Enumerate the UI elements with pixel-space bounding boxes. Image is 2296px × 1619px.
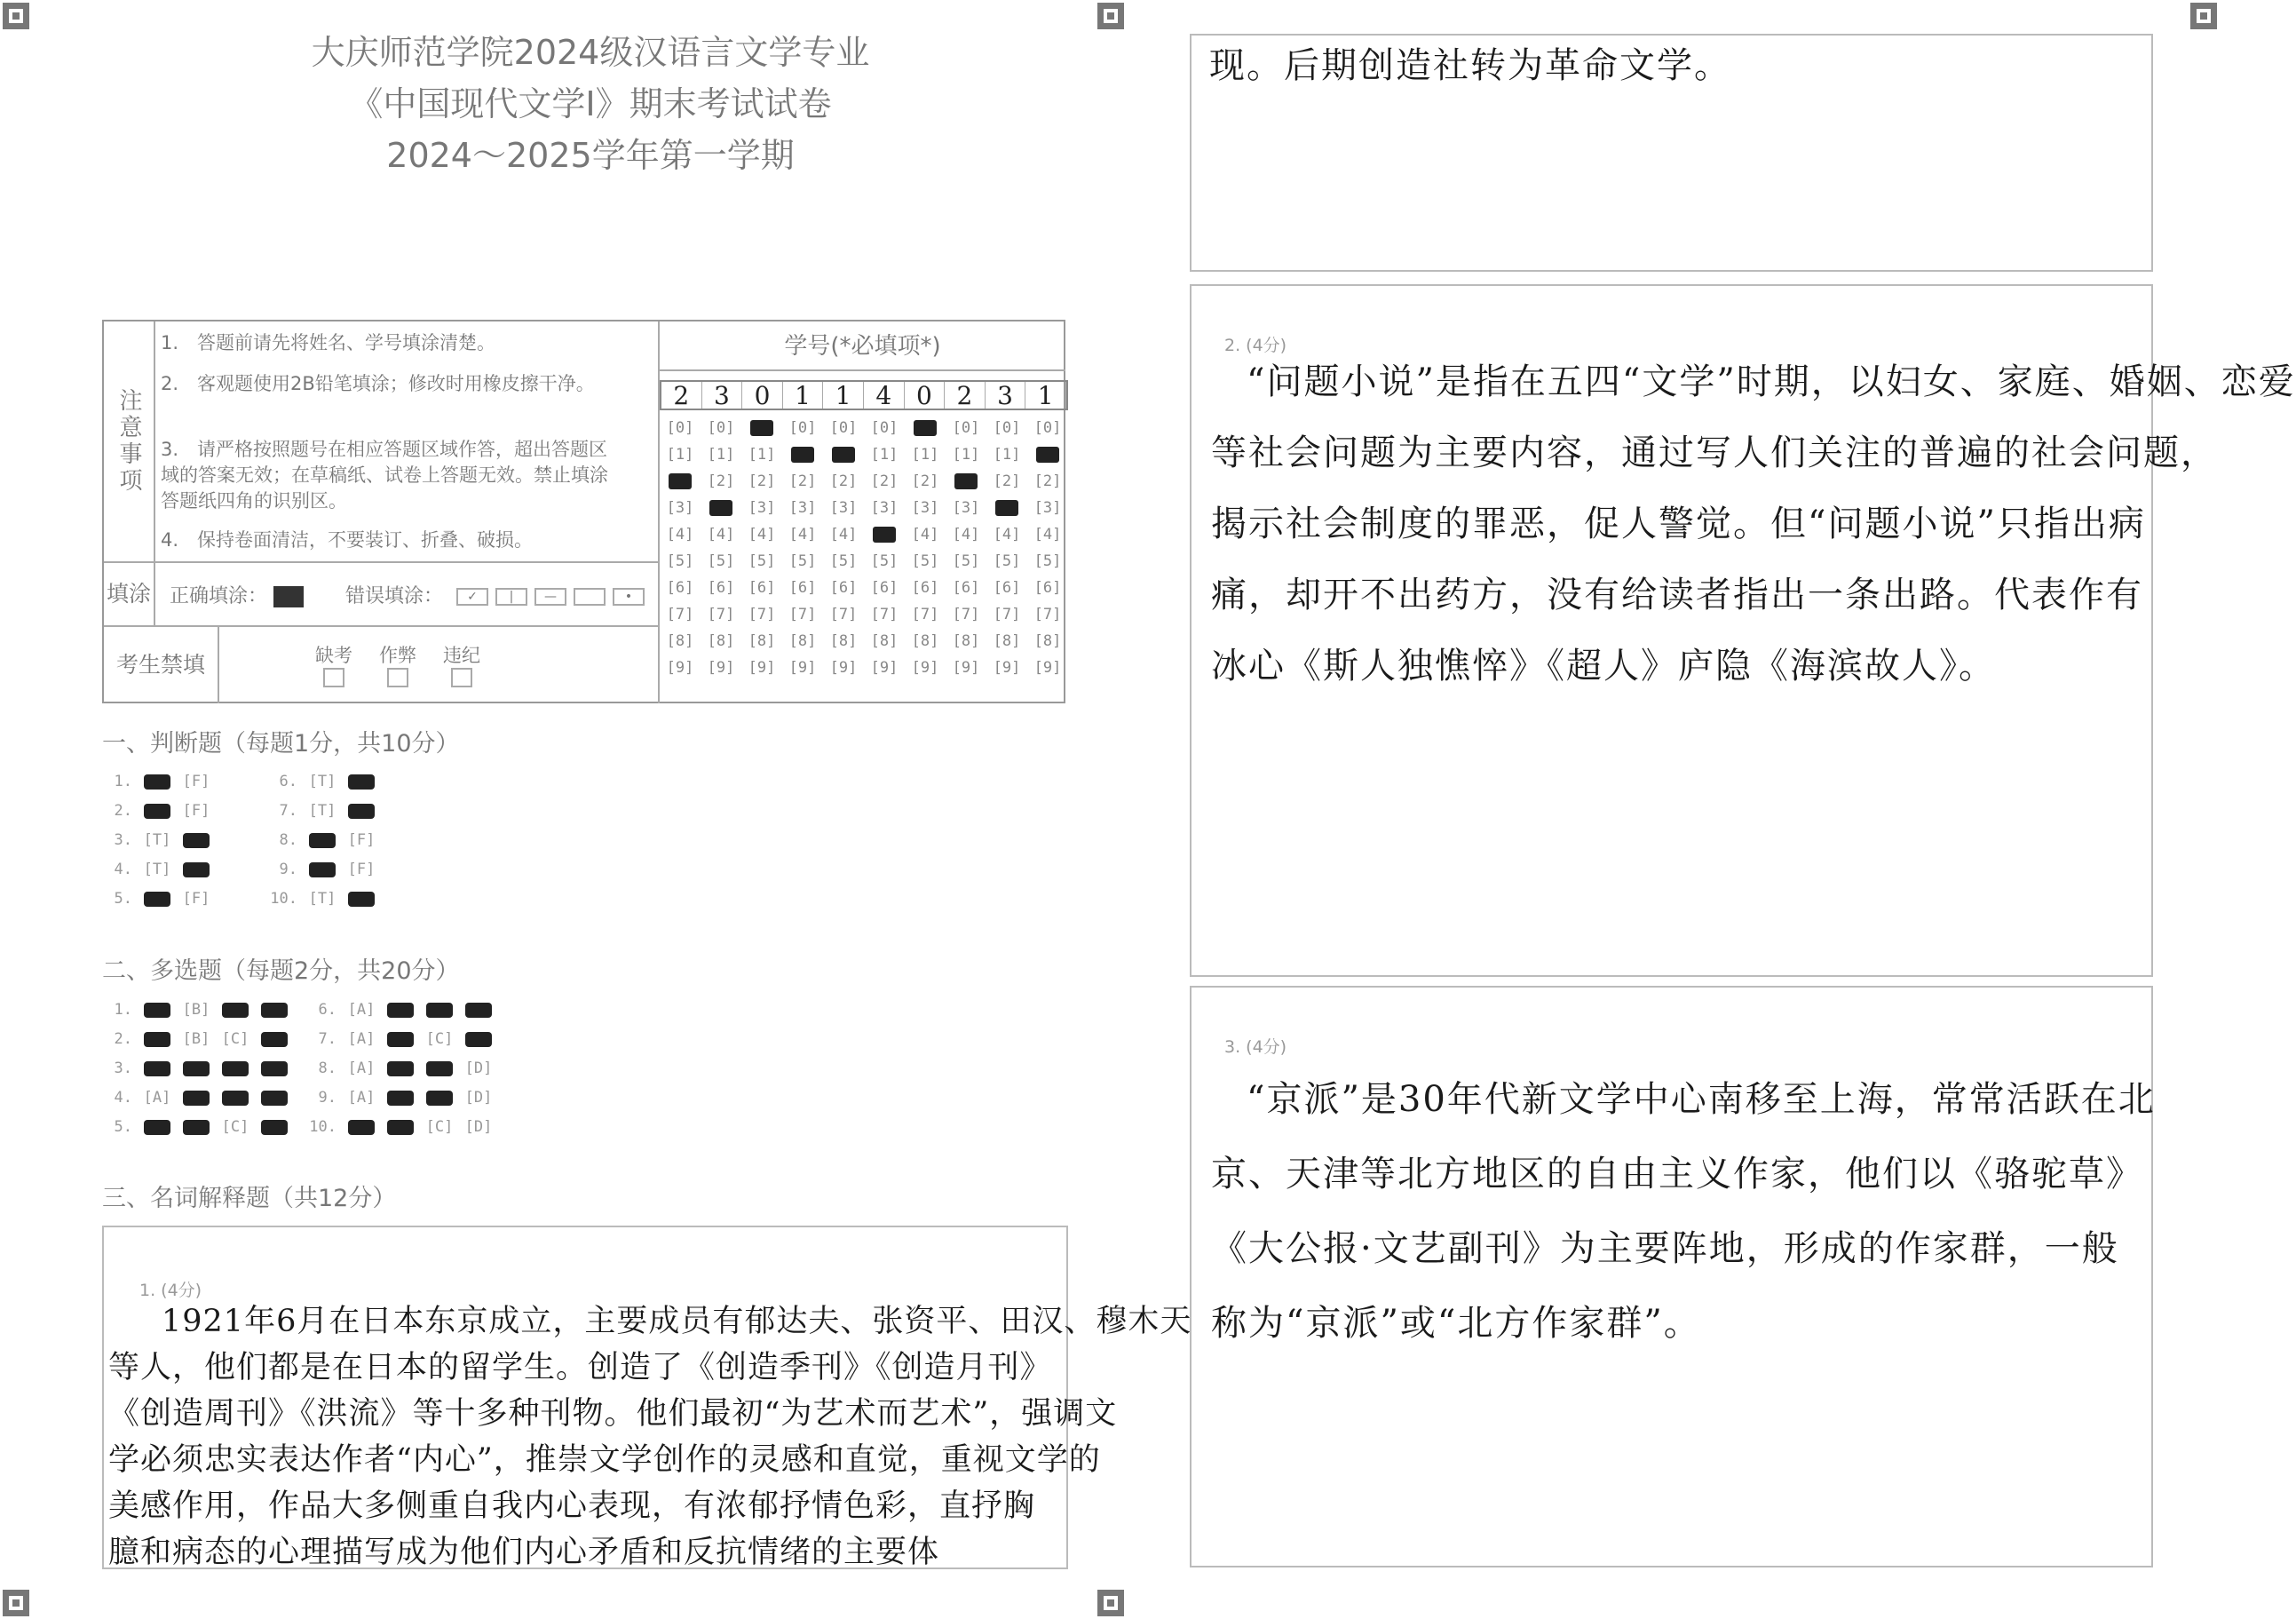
q2-score-label: 2. (4分) [1224, 336, 1287, 355]
tf-question[interactable] [267, 802, 381, 820]
id-bubble[interactable]: [9] [870, 659, 899, 677]
student-id-digit[interactable]: 1 [1025, 382, 1066, 409]
id-bubble[interactable]: [1] [952, 446, 980, 464]
mc-question[interactable] [306, 1030, 498, 1048]
question-number: 4. [114, 1089, 132, 1107]
id-bubble[interactable]: [3] [911, 499, 939, 517]
correct-fill-sample [273, 586, 304, 607]
option-bubble[interactable]: [F] [182, 802, 210, 820]
id-bubble[interactable] [986, 495, 1027, 521]
id-bubble[interactable]: [9] [911, 659, 939, 677]
mc-question[interactable] [102, 1118, 294, 1136]
id-bubble[interactable]: [7] [829, 606, 858, 623]
q1-score-label: 1. (4分) [139, 1281, 202, 1300]
id-bubble[interactable]: [8] [748, 632, 776, 650]
filled-bubble[interactable] [144, 1032, 170, 1047]
id-bubble[interactable]: [2] [870, 472, 899, 490]
id-bubble[interactable]: [3] [952, 499, 980, 517]
id-bubble[interactable]: [6] [870, 579, 899, 597]
forbidden-option-violation[interactable]: 违纪 [443, 641, 480, 692]
notice-item-2: 2. 客观题使用2B铅笔填涂；修改时用橡皮擦干净。 [161, 373, 595, 394]
id-bubble[interactable]: [6] [993, 579, 1021, 597]
id-bubble[interactable]: [2] [748, 472, 776, 490]
mc-question[interactable] [102, 1030, 294, 1048]
option-bubble[interactable]: [T] [143, 831, 171, 849]
question-number: 10. [309, 1118, 336, 1136]
q1-handwritten-answer: 1921年6月在日本东京成立，主要成员有郁达夫、张资平、田汉、穆木天 等人，他们都是在日本的留学生。创造了《创造季刊》《创造月刊》 《创造周刊》《洪流》等十多种刊物。他们最初“为艺术而艺术”，强调文 学必须忠实表达作者“内心”，推崇文学创作的灵感和直觉，重视文学的 美感作用，作品大多侧重自我内心表现，有浓郁抒情色彩，直抒胸 臆和病态的心理描写成为他们内心矛盾和反抗情绪的主要体 [108, 1304, 1192, 1570]
section-1-title: 一、判断题（每题1分，共10分） [102, 730, 460, 758]
tf-question[interactable] [102, 861, 216, 878]
id-bubble[interactable]: [8] [911, 632, 939, 650]
student-id-digit[interactable]: 0 [742, 382, 783, 409]
header-line-1: 大庆师范学院2024级汉语言文学专业 [311, 33, 870, 72]
wrong-fill-dot-icon: • [613, 588, 645, 606]
id-bubble[interactable]: [8] [952, 632, 980, 650]
wrong-fill-bar-icon: | [495, 588, 527, 606]
option-bubble[interactable]: [F] [347, 861, 376, 878]
tf-question[interactable] [267, 831, 381, 849]
student-id-boxes [660, 380, 1068, 410]
filled-bubble[interactable] [426, 1003, 453, 1018]
tf-question[interactable] [267, 890, 381, 908]
question-number: 2. [114, 802, 132, 820]
id-bubble[interactable]: [2] [993, 472, 1021, 490]
filled-bubble[interactable] [261, 1091, 288, 1106]
id-bubble[interactable]: [5] [666, 552, 694, 570]
filled-bubble[interactable] [387, 1120, 414, 1135]
id-bubble[interactable]: [4] [911, 526, 939, 544]
corner-mark-bottom-middle [1097, 1590, 1124, 1616]
student-id-digit[interactable]: 2 [945, 382, 986, 409]
id-bubble[interactable]: [5] [788, 552, 817, 570]
filled-bubble[interactable] [465, 1003, 492, 1018]
id-bubble[interactable]: [0] [829, 419, 858, 437]
fill-label: 填涂 [104, 563, 155, 625]
id-bubble[interactable]: [2] [1033, 472, 1062, 490]
option-bubble[interactable]: [T] [308, 802, 336, 820]
id-bubble[interactable]: [9] [952, 659, 980, 677]
correct-fill-label: 正确填涂： [170, 585, 268, 607]
bubble-row-1 [660, 441, 1068, 468]
id-bubble[interactable]: [7] [870, 606, 899, 623]
corner-mark-bottom-left [3, 1590, 29, 1616]
id-bubble[interactable]: [7] [707, 606, 735, 623]
mc-question[interactable] [102, 1089, 294, 1107]
id-bubble[interactable]: [8] [993, 632, 1021, 650]
option-bubble[interactable]: [A] [347, 1059, 376, 1077]
id-bubble[interactable]: [7] [911, 606, 939, 623]
id-bubble[interactable]: [8] [870, 632, 899, 650]
forbidden-option-cheat[interactable]: 作弊 [379, 641, 416, 692]
id-bubble[interactable]: [5] [707, 552, 735, 570]
id-bubble[interactable]: [3] [1033, 499, 1062, 517]
id-bubble[interactable] [864, 521, 905, 548]
student-id-digit[interactable]: 3 [986, 382, 1026, 409]
notice-item-4: 4. 保持卷面清洁，不要装订、折叠、破损。 [161, 529, 534, 551]
id-bubble[interactable] [660, 468, 701, 495]
id-bubble[interactable] [701, 495, 741, 521]
filled-bubble[interactable] [309, 833, 336, 848]
id-bubble[interactable]: [5] [748, 552, 776, 570]
id-bubble[interactable]: [5] [911, 552, 939, 570]
q3-score-label: 3. (4分) [1224, 1037, 1287, 1057]
violation-checkbox[interactable] [451, 668, 472, 687]
tf-question[interactable] [267, 773, 381, 790]
filled-bubble[interactable] [387, 1032, 414, 1047]
bubble-row-5 [660, 548, 1068, 575]
id-bubble[interactable]: [5] [952, 552, 980, 570]
exam-header [102, 27, 1079, 181]
option-bubble[interactable]: [B] [182, 1001, 210, 1019]
student-id-digit[interactable]: 0 [905, 382, 946, 409]
id-bubble[interactable]: [1] [911, 446, 939, 464]
notice-label: 注意事项 [104, 321, 155, 561]
section-3-title: 三、名词解释题（共12分） [102, 1185, 397, 1212]
question-number: 7. [318, 1030, 336, 1048]
id-bubble[interactable]: [8] [707, 632, 735, 650]
filled-bubble[interactable] [144, 892, 170, 907]
mc-question[interactable] [102, 1001, 294, 1019]
id-bubble[interactable]: [0] [707, 419, 735, 437]
option-bubble[interactable]: [D] [464, 1089, 493, 1107]
id-bubble[interactable]: [4] [829, 526, 858, 544]
tf-question[interactable] [102, 890, 216, 908]
filled-bubble[interactable] [183, 1061, 210, 1076]
id-bubble[interactable]: [5] [1033, 552, 1062, 570]
corner-mark-top-middle [1097, 3, 1124, 29]
student-id-bubble-grid [660, 415, 1068, 681]
corner-mark-top-left [3, 3, 29, 29]
id-bubble[interactable] [905, 415, 946, 441]
filled-bubble[interactable] [426, 1091, 453, 1106]
filled-bubble[interactable] [309, 862, 336, 877]
id-bubble[interactable]: [9] [748, 659, 776, 677]
id-bubble[interactable]: [5] [993, 552, 1021, 570]
option-bubble[interactable]: [T] [308, 890, 336, 908]
filled-bubble[interactable] [183, 862, 210, 877]
wrong-fill-dash-icon: — [534, 588, 566, 606]
id-bubble[interactable]: [9] [707, 659, 735, 677]
filled-bubble[interactable] [465, 1032, 492, 1047]
filled-bubble[interactable] [387, 1061, 414, 1076]
q3-handwritten-answer: “京派”是30年代新文学中心南移至上海，常常活跃在北 京、天津等北方地区的自由主义作家，他们以《骆驼草》 《大公报·文艺副刊》为主要阵地，形成的作家群，一般 称为“京派”或“北方作家群”。 [1211, 1079, 2156, 1344]
wrong-fill-label: 错误填涂： [345, 585, 444, 607]
tf-question[interactable] [102, 802, 216, 820]
q1-continued-text: 现。后期创造社转为革命文学。 [1209, 45, 1731, 86]
question-number: 8. [279, 831, 297, 849]
answer-box-q3[interactable] [1190, 986, 2156, 1567]
option-bubble[interactable]: [C] [425, 1030, 454, 1048]
id-bubble[interactable]: [0] [952, 419, 980, 437]
section-2-title: 二、多选题（每题2分，共20分） [102, 957, 460, 985]
id-bubble[interactable]: [6] [666, 579, 694, 597]
cheat-checkbox[interactable] [387, 668, 408, 687]
id-bubble[interactable] [1027, 441, 1068, 468]
filled-bubble[interactable] [183, 833, 210, 848]
filled-bubble[interactable] [261, 1061, 288, 1076]
student-id-digit[interactable]: 3 [702, 382, 743, 409]
option-bubble[interactable]: [F] [347, 831, 376, 849]
option-bubble[interactable]: [F] [182, 890, 210, 908]
id-bubble[interactable] [782, 441, 823, 468]
id-bubble[interactable]: [1] [870, 446, 899, 464]
option-bubble[interactable]: [D] [464, 1118, 493, 1136]
filled-bubble[interactable] [144, 1120, 170, 1135]
filled-bubble[interactable] [348, 1120, 375, 1135]
id-bubble[interactable]: [4] [952, 526, 980, 544]
mc-question[interactable] [306, 1089, 498, 1107]
filled-bubble[interactable] [222, 1061, 249, 1076]
question-number: 8. [318, 1059, 336, 1077]
wrong-fill-check-icon: ✓ [456, 588, 488, 606]
id-bubble[interactable] [741, 415, 782, 441]
question-number: 3. [114, 1059, 132, 1077]
question-number: 6. [279, 773, 297, 790]
id-bubble[interactable]: [1] [666, 446, 694, 464]
id-bubble[interactable]: [6] [829, 579, 858, 597]
student-id-label: 学号(*必填项*) [660, 321, 1065, 371]
filled-bubble[interactable] [387, 1003, 414, 1018]
filled-bubble[interactable] [261, 1003, 288, 1018]
question-number: 9. [279, 861, 297, 878]
bubble-row-3 [660, 495, 1068, 521]
wrong-fill-blank-icon [574, 588, 606, 606]
question-number: 1. [114, 773, 132, 790]
bubble-row-7 [660, 601, 1068, 628]
info-block [102, 320, 1065, 703]
mc-question[interactable] [306, 1059, 498, 1077]
id-bubble[interactable]: [8] [788, 632, 817, 650]
id-bubble[interactable]: [8] [666, 632, 694, 650]
id-bubble[interactable]: [0] [870, 419, 899, 437]
bubble-row-8 [660, 628, 1068, 655]
filled-bubble[interactable] [144, 1061, 170, 1076]
id-bubble[interactable]: [6] [1033, 579, 1062, 597]
option-bubble[interactable]: [C] [221, 1118, 249, 1136]
id-bubble[interactable]: [7] [666, 606, 694, 623]
question-number: 10. [270, 890, 297, 908]
corner-mark-top-right [2190, 3, 2217, 29]
id-bubble[interactable]: [5] [870, 552, 899, 570]
question-number: 6. [318, 1001, 336, 1019]
id-bubble[interactable]: [4] [788, 526, 817, 544]
student-id-digit[interactable]: 2 [661, 382, 702, 409]
filled-bubble[interactable] [348, 892, 375, 907]
question-number: 3. [114, 831, 132, 849]
bubble-row-9 [660, 655, 1068, 681]
mc-question[interactable] [102, 1059, 294, 1077]
header-line-2: 《中国现代文学Ⅰ》期末考试试卷 [349, 84, 832, 123]
id-bubble[interactable]: [7] [788, 606, 817, 623]
answer-box-q2[interactable] [1190, 284, 2296, 977]
option-bubble[interactable]: [A] [347, 1030, 376, 1048]
mc-question[interactable] [306, 1118, 498, 1136]
id-bubble[interactable]: [7] [952, 606, 980, 623]
id-bubble[interactable]: [3] [870, 499, 899, 517]
id-bubble[interactable]: [3] [666, 499, 694, 517]
filled-bubble[interactable] [144, 774, 170, 790]
id-bubble[interactable]: [8] [829, 632, 858, 650]
question-number: 2. [114, 1030, 132, 1048]
option-bubble[interactable]: [T] [143, 861, 171, 878]
option-bubble[interactable]: [A] [143, 1089, 171, 1107]
student-id-digit[interactable]: 4 [864, 382, 905, 409]
tf-question[interactable] [102, 831, 216, 849]
answer-box-q1-continued[interactable] [1190, 34, 2153, 272]
filled-bubble[interactable] [183, 1091, 210, 1106]
student-id-digit[interactable]: 1 [783, 382, 824, 409]
question-number: 5. [114, 1118, 132, 1136]
fill-rule-row [170, 581, 645, 608]
option-bubble[interactable]: [T] [308, 773, 336, 790]
tf-question[interactable] [267, 861, 381, 878]
id-bubble[interactable]: [1] [993, 446, 1021, 464]
id-bubble[interactable]: [0] [1033, 419, 1062, 437]
id-bubble[interactable]: [2] [911, 472, 939, 490]
filled-bubble[interactable] [387, 1091, 414, 1106]
id-bubble[interactable]: [3] [748, 499, 776, 517]
id-bubble[interactable]: [9] [993, 659, 1021, 677]
id-bubble[interactable] [823, 441, 864, 468]
id-bubble[interactable]: [9] [1033, 659, 1062, 677]
id-bubble[interactable]: [9] [788, 659, 817, 677]
option-bubble[interactable]: [A] [347, 1001, 376, 1019]
id-bubble[interactable]: [6] [748, 579, 776, 597]
forbidden-option-absent[interactable]: 缺考 [315, 641, 352, 692]
id-bubble[interactable]: [7] [748, 606, 776, 623]
id-bubble[interactable]: [4] [707, 526, 735, 544]
bubble-row-4 [660, 521, 1068, 548]
question-number: 7. [279, 802, 297, 820]
answer-box-q1[interactable] [102, 1226, 1192, 1570]
id-bubble[interactable]: [9] [829, 659, 858, 677]
notice-item-1: 1. 答题前请先将姓名、学号填涂清楚。 [161, 332, 496, 353]
id-bubble[interactable]: [2] [707, 472, 735, 490]
filled-bubble[interactable] [426, 1061, 453, 1076]
id-bubble[interactable]: [1] [748, 446, 776, 464]
option-bubble[interactable]: [B] [182, 1030, 210, 1048]
bubble-row-2 [660, 468, 1068, 495]
id-bubble[interactable]: [1] [707, 446, 735, 464]
id-bubble[interactable]: [2] [788, 472, 817, 490]
id-bubble[interactable]: [0] [666, 419, 694, 437]
filled-bubble[interactable] [222, 1091, 249, 1106]
id-bubble[interactable]: [6] [952, 579, 980, 597]
bubble-row-6 [660, 575, 1068, 601]
filled-bubble[interactable] [348, 804, 375, 819]
bubble-row-0 [660, 415, 1068, 441]
id-bubble[interactable]: [0] [788, 419, 817, 437]
forbidden-label: 考生禁填 [104, 627, 219, 703]
header-line-3: 2024～2025学年第一学期 [386, 136, 795, 175]
filled-bubble[interactable] [144, 1003, 170, 1018]
mc-question[interactable] [306, 1001, 498, 1019]
filled-bubble[interactable] [348, 774, 375, 790]
option-bubble[interactable]: [C] [221, 1030, 249, 1048]
id-bubble[interactable]: [6] [788, 579, 817, 597]
option-bubble[interactable]: [F] [182, 773, 210, 790]
option-bubble[interactable]: [C] [425, 1118, 454, 1136]
id-bubble[interactable]: [6] [911, 579, 939, 597]
id-bubble[interactable]: [3] [788, 499, 817, 517]
question-number: 5. [114, 890, 132, 908]
id-bubble[interactable]: [8] [1033, 632, 1062, 650]
notice-item-3: 3. 请严格按照题号在相应答题区域作答，超出答题区域的答案无效；在草稿纸、试卷上答题无效。禁止填涂答题纸四角的识别区。 [161, 439, 608, 512]
id-bubble[interactable]: [3] [829, 499, 858, 517]
id-bubble[interactable]: [0] [993, 419, 1021, 437]
id-bubble[interactable]: [4] [1033, 526, 1062, 544]
tf-question[interactable] [102, 773, 216, 790]
id-bubble[interactable]: [4] [666, 526, 694, 544]
absent-checkbox[interactable] [323, 668, 344, 687]
filled-bubble[interactable] [261, 1120, 288, 1135]
filled-bubble[interactable] [222, 1003, 249, 1018]
option-bubble[interactable]: [D] [464, 1059, 493, 1077]
filled-bubble[interactable] [144, 804, 170, 819]
question-number: 9. [318, 1089, 336, 1107]
divider [104, 561, 660, 563]
id-bubble[interactable]: [4] [993, 526, 1021, 544]
id-bubble[interactable]: [9] [666, 659, 694, 677]
id-bubble[interactable]: [2] [829, 472, 858, 490]
id-bubble[interactable]: [4] [748, 526, 776, 544]
filled-bubble[interactable] [183, 1120, 210, 1135]
id-bubble[interactable]: [7] [1033, 606, 1062, 623]
id-bubble[interactable] [946, 468, 986, 495]
filled-bubble[interactable] [261, 1032, 288, 1047]
id-bubble[interactable]: [6] [707, 579, 735, 597]
student-id-digit[interactable]: 1 [823, 382, 864, 409]
id-bubble[interactable]: [5] [829, 552, 858, 570]
question-number: 1. [114, 1001, 132, 1019]
id-bubble[interactable]: [7] [993, 606, 1021, 623]
question-number: 4. [114, 861, 132, 878]
option-bubble[interactable]: [A] [347, 1089, 376, 1107]
q2-handwritten-answer: “问题小说”是指在五四“文学”时期，以妇女、家庭、婚姻、恋爱 等社会问题为主要内容，通过写人们关注的普遍的社会问题， 揭示社会制度的罪恶，促人警觉。但“问题小说”只指出病 痛，却开不出药方，没有给读者指出一条出路。代表作有 冰心《斯人独憔悴》《超人》庐隐《海滨故人》。 [1211, 361, 2296, 686]
